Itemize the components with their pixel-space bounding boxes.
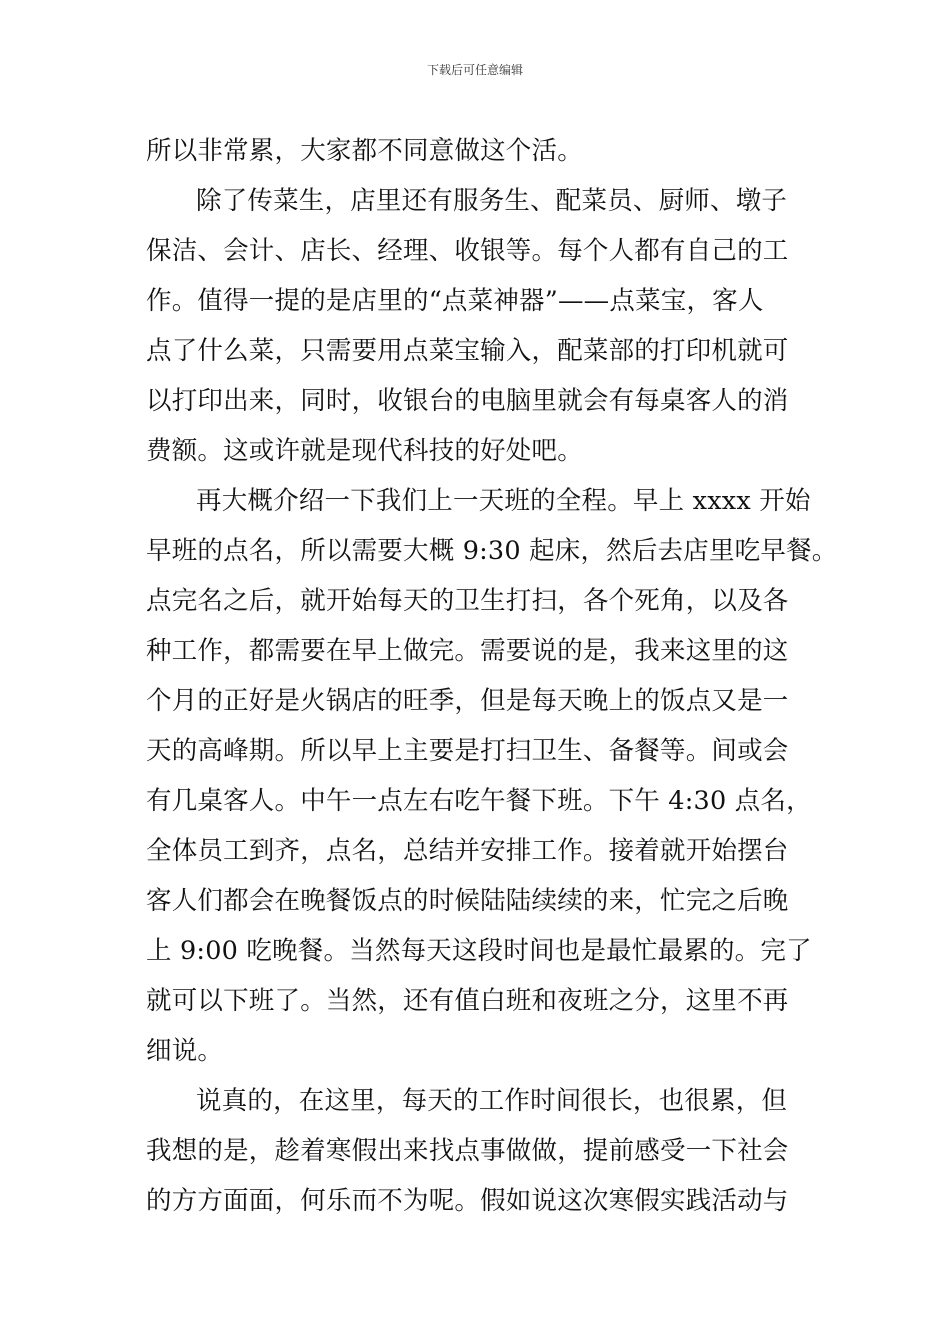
page-header: 下载后可任意编辑 xyxy=(426,63,523,77)
text-line: 以打印出来，同时，收银台的电脑里就会有每桌客人的消 xyxy=(146,386,789,416)
document-body xyxy=(146,126,846,1226)
text-line: 全体员工到齐，点名，总结并安排工作。接着就开始摆台 xyxy=(146,836,789,866)
text-line: 客人们都会在晚餐饭点的时候陆陆续续的来，忙完之后晚 xyxy=(146,886,789,916)
text-line: 作。值得一提的是店里的“点菜神器”——点菜宝，客人 xyxy=(146,286,764,316)
text-line: 费额。这或许就是现代科技的好处吧。 xyxy=(146,436,583,466)
text-line: 有几桌客人。中午一点左右吃午餐下班。下午 4:30 点名， xyxy=(146,786,812,816)
text-line: 我想的是，趁着寒假出来找点事做做，提前感受一下社会 xyxy=(146,1136,789,1166)
text-line: 上 9:00 吃晚餐。当然每天这段时间也是最忙最累的。完了 xyxy=(146,936,812,966)
text-line: 种工作，都需要在早上做完。需要说的是，我来这里的这 xyxy=(146,636,789,666)
text-line: 点完名之后，就开始每天的卫生打扫，各个死角，以及各 xyxy=(146,586,789,616)
text-line: 所以非常累，大家都不同意做这个活。 xyxy=(146,136,583,166)
text-line: 个月的正好是火锅店的旺季，但是每天晚上的饭点又是一 xyxy=(146,686,789,716)
text-line: 再大概介绍一下我们上一天班的全程。早上 xxxx 开始 xyxy=(196,486,811,516)
text-line: 点了什么菜，只需要用点菜宝输入，配菜部的打印机就可 xyxy=(146,336,789,366)
text-line: 除了传菜生，店里还有服务生、配菜员、厨师、墩子 xyxy=(196,186,788,216)
text-line: 就可以下班了。当然，还有值白班和夜班之分，这里不再 xyxy=(146,986,789,1016)
text-line: 天的高峰期。所以早上主要是打扫卫生、备餐等。间或会 xyxy=(146,736,789,766)
text-line: 早班的点名，所以需要大概 9:30 起床，然后去店里吃早餐。 xyxy=(146,536,838,566)
text-line: 保洁、会计、店长、经理、收银等。每个人都有自己的工 xyxy=(146,236,789,266)
text-line: 细说。 xyxy=(146,1036,224,1066)
text-line: 的方方面面，何乐而不为呢。假如说这次寒假实践活动与 xyxy=(146,1186,789,1216)
text-line: 说真的，在这里，每天的工作时间很长，也很累，但 xyxy=(196,1086,788,1116)
